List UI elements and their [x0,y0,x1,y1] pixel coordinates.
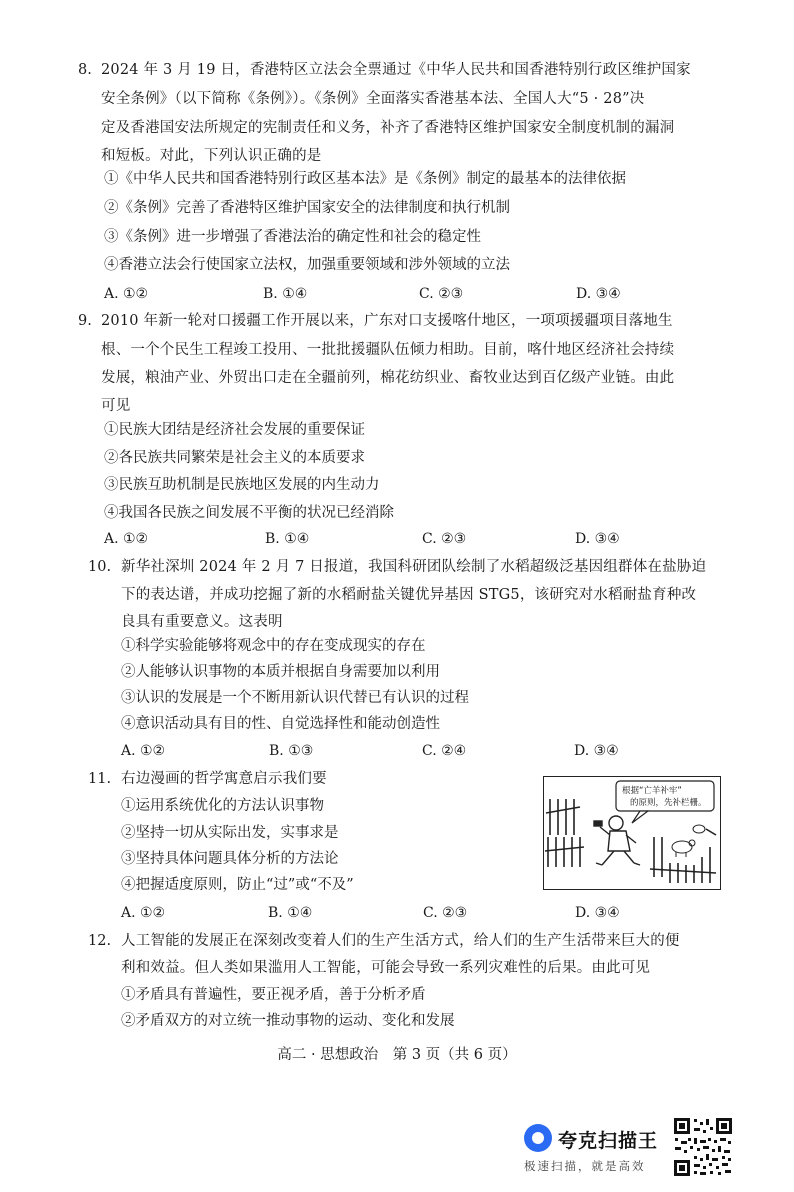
question-number: 10. [88,559,112,575]
statement-option: ④我国各民族之间发展不平衡的状况已经消除 [104,505,394,521]
statement-option: ②人能够认识事物的本质并根据自身需要加以利用 [121,664,440,680]
statement-option: ①矛盾具有普遍性，要正视矛盾，善于分析矛盾 [121,987,426,1003]
question-number: 11. [88,771,112,787]
quark-logo-icon [524,1124,552,1152]
qr-code-icon [672,1116,734,1178]
statement-option: ②《条例》完善了香港特区维护国家安全的法律制度和执行机制 [104,200,510,216]
answer-choice-a: A. ①② [121,905,166,921]
answer-choice-c: C. ②③ [419,286,464,302]
statement-option: ④香港立法会行使国家立法权，加强重要领域和涉外领域的立法 [104,257,510,273]
question-number: 8. [78,62,92,78]
answer-choice-d: D. ③④ [576,286,621,302]
cartoon-drawing [544,777,720,889]
statement-option: ④把握适度原则，防止“过”或“不及” [121,877,354,893]
answer-choice-d: D. ③④ [575,905,620,921]
question-text-line: 右边漫画的哲学寓意启示我们要 [121,771,327,787]
answer-choice-c: C. ②③ [422,531,467,547]
question-text-line: 新华社深圳 2024 年 2 月 7 日报道，我国科研团队绘制了水稻超级泛基因组群体在盐胁迫 [121,559,707,575]
question-text-line: 可见 [101,398,131,414]
statement-option: ①《中华人民共和国香港特别行政区基本法》是《条例》制定的最基本的法律依据 [104,171,626,187]
statement-option: ②矛盾双方的对立统一推动事物的运动、变化和发展 [121,1013,455,1029]
brand-name: 夸克扫描王 [558,1130,659,1152]
cartoon-caption-line-2: 的原则，先补栏栅。 [630,798,707,808]
question-text-line: 良具有重要意义。这表明 [121,614,283,630]
right-fence [650,829,716,883]
cartoon-caption-line-1: 根据“亡羊补牢” [622,786,682,796]
answer-choice-a: A. ①② [121,743,166,759]
answer-choice-b: B. ①③ [269,743,314,759]
statement-option: ④意识活动具有目的性、自觉选择性和能动创造性 [121,716,440,732]
statement-option: ③民族互助机制是民族地区发展的内生动力 [104,477,380,493]
statement-option: ①科学实验能够将观念中的存在变成现实的存在 [121,638,426,654]
answer-choice-a: A. ①② [104,531,149,547]
statement-option: ②坚持一切从实际出发，实事求是 [121,825,339,841]
question-text-line: 定及香港国安法所规定的宪制责任和义务，补齐了香港特区维护国家安全制度机制的漏洞 [101,120,675,136]
statement-option: ③坚持具体问题具体分析的方法论 [121,851,339,867]
statement-option: ①民族大团结是经济社会发展的重要保证 [104,422,365,438]
running-man [594,816,640,865]
question-text-line: 2024 年 3 月 19 日，香港特区立法会全票通过《中华人民共和国香港特别行政区维护国家 [101,62,691,78]
answer-choice-b: B. ①④ [268,905,313,921]
question-number: 9. [78,313,92,329]
statement-option: ②各民族共同繁荣是社会主义的本质要求 [104,450,365,466]
cartoon-illustration [543,776,721,890]
sheep [672,825,705,857]
question-text-line: 下的表达谱，并成功挖掘了新的水稻耐盐关键优异基因 STG5，该研究对水稻耐盐育种改 [121,587,697,603]
answer-choice-d: D. ③④ [575,531,620,547]
question-text-line: 人工智能的发展正在深刻改变着人们的生产生活方式，给人们的生产生活带来巨大的便 [121,933,680,949]
answer-choice-b: B. ①④ [265,531,310,547]
question-text-line: 利和效益。但人类如果滥用人工智能，可能会导致一系列灾难性的后果。由此可见 [121,960,651,976]
answer-choice-c: C. ②③ [423,905,468,921]
answer-choice-c: C. ②④ [422,743,467,759]
question-number: 12. [88,933,112,949]
scanner-watermark [520,1118,670,1178]
question-text-line: 根、一个个民生工程竣工投用、一批批援疆队伍倾力相助。目前，喀什地区经济社会持续 [101,342,675,358]
left-fence [545,799,584,867]
question-text-line: 和短板。对此，下列认识正确的是 [101,148,322,164]
statement-option: ③《条例》进一步增强了香港法治的确定性和社会的稳定性 [104,229,481,245]
answer-choice-a: A. ①② [104,286,149,302]
question-text-line: 发展，粮油产业、外贸出口走在全疆前列，棉花纺织业、畜牧业达到百亿级产业链。由此 [101,370,675,386]
page-footer: 高二 · 思想政治 第 3 页（共 6 页） [277,1047,517,1063]
question-text-line: 2010 年新一轮对口援疆工作开展以来，广东对口支援喀什地区，一项项援疆项目落地生 [101,313,673,329]
answer-choice-b: B. ①④ [263,286,308,302]
question-text-line: 安全条例》（以下简称《条例》）。《条例》全面落实香港基本法、全国人大“5 · 28”决 [101,91,645,107]
statement-option: ③认识的发展是一个不断用新认识代替已有认识的过程 [121,690,469,706]
statement-option: ①运用系统优化的方法认识事物 [121,798,324,814]
answer-choice-d: D. ③④ [574,743,619,759]
brand-slogan: 极速扫描，就是高效 [524,1159,646,1173]
